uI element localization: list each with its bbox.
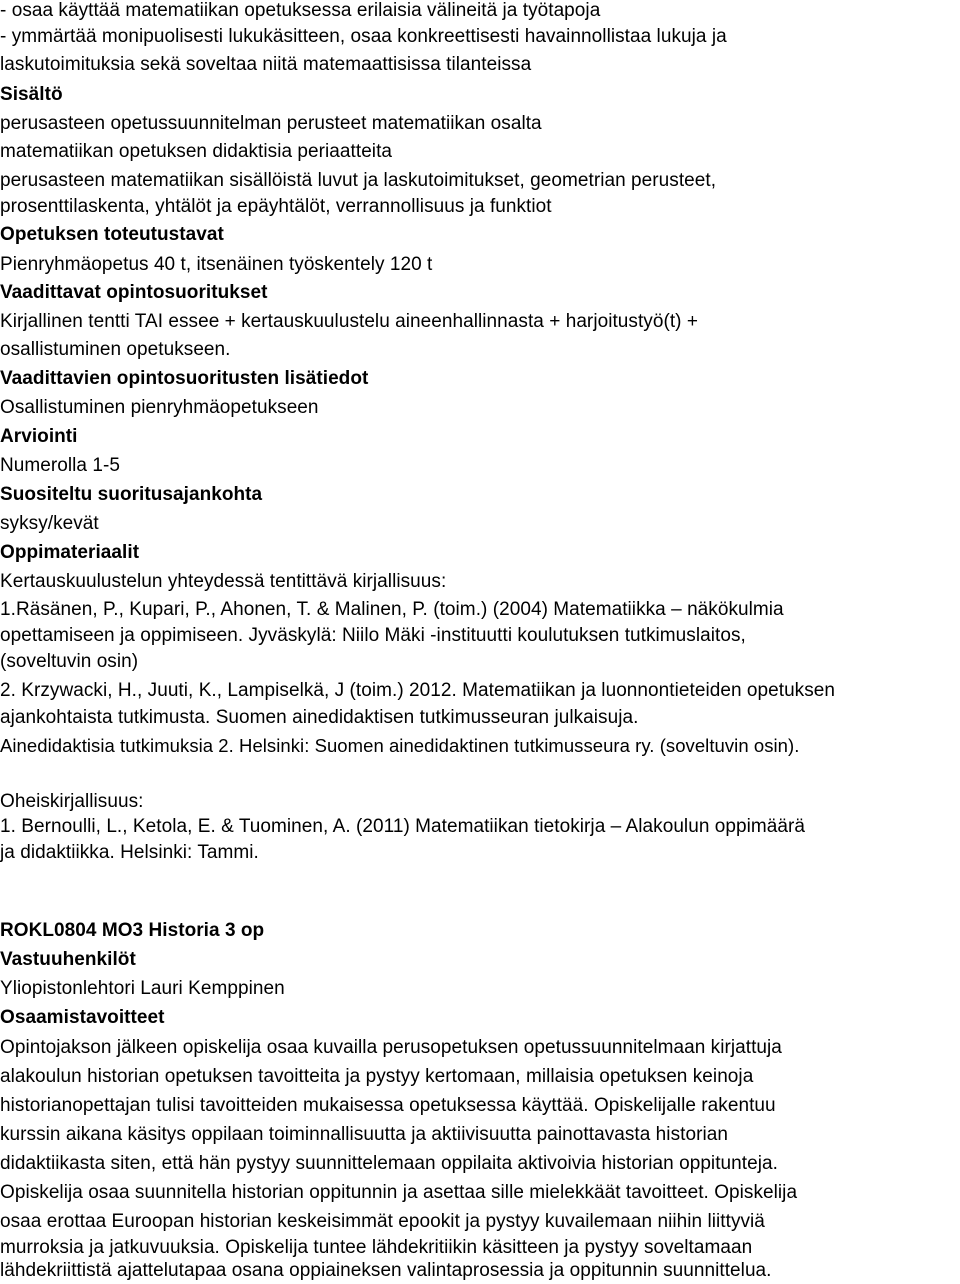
heading-suositeltu-suoritusajankohta: Suositeltu suoritusajankohta (0, 484, 263, 505)
content-line-2: matematiikan opetuksen didaktisia periaatteita (0, 141, 393, 162)
recommended-timing-text: syksy/kevät (0, 513, 99, 534)
materials-intro: Kertauskuulustelun yhteydessä tentittävä kirjallisuus: (0, 571, 447, 592)
content-line-3: perusasteen matematiikan sisällöistä luvut ja laskutoimitukset, geometrian perusteet, (0, 170, 717, 191)
heading-arviointi: Arviointi (0, 426, 78, 447)
heading-vastuuhenkilot: Vastuuhenkilöt (0, 949, 136, 970)
heading-lisatiedot: Vaadittavien opintosuoritusten lisätiedot (0, 368, 369, 389)
requirements-line-1: Kirjallinen tentti TAI essee + kertauskuulustelu aineenhallinnasta + harjoitustyö(t) + (0, 311, 699, 332)
learning-outcomes-line-8: murroksia ja jatkuvuuksia. Opiskelija tuntee lähdekritiikin käsitteen ja pystyy soveltamaan (0, 1237, 753, 1258)
responsible-person: Yliopistonlehtori Lauri Kemppinen (0, 978, 285, 999)
heading-vaadittavat-opintosuoritukset: Vaadittavat opintosuoritukset (0, 282, 268, 303)
reference-1-line-1: 1.Räsänen, P., Kupari, P., Ahonen, T. & Malinen, P. (toim.) (2004) Matematiikka – näkökulmia (0, 599, 784, 620)
heading-opetuksen-toteutustavat: Opetuksen toteutustavat (0, 224, 224, 245)
reference-2-line-1: 2. Krzywacki, H., Juuti, K., Lampiselkä, J (toim.) 2012. Matematiikan ja luonnontieteiden opetuksen (0, 680, 836, 701)
learning-outcomes-line-7: osaa erottaa Euroopan historian keskeisimmät epookit ja pystyy kuvailemaan niihin liittyviä (0, 1211, 765, 1232)
heading-sisalto: Sisältö (0, 84, 63, 105)
teaching-methods-text: Pienryhmäopetus 40 t, itsenäinen työskentely 120 t (0, 254, 433, 275)
heading-oppimateriaalit: Oppimateriaalit (0, 542, 140, 563)
content-line-1: perusasteen opetussuunnitelman perusteet matematiikan osalta (0, 113, 542, 134)
supplementary-reference-line-1: 1. Bernoulli, L., Ketola, E. & Tuominen, A. (2011) Matematiikan tietokirja – Alakoulun oppimäärä (0, 816, 805, 837)
supplementary-reference-line-2: ja didaktiikka. Helsinki: Tammi. (0, 842, 259, 863)
supplementary-heading: Oheiskirjallisuus: (0, 791, 144, 812)
learning-outcomes-line-3: historianopettajan tulisi tavoitteiden mukaisessa opetuksessa käyttää. Opiskelijalle rakentuu (0, 1095, 776, 1116)
grading-text: Numerolla 1-5 (0, 455, 120, 476)
objective-line-2: - ymmärtää monipuolisesti lukukäsitteen, osaa konkreettisesti havainnollistaa lukuja ja (0, 26, 727, 47)
requirements-line-2: osallistuminen opetukseen. (0, 339, 231, 360)
reference-2-line-2: ajankohtaista tutkimusta. Suomen ainedidaktisen tutkimusseuran julkaisuja. (0, 707, 639, 728)
objective-line-3: laskutoimituksia sekä soveltaa niitä matemaattisissa tilanteissa (0, 54, 532, 75)
reference-1-line-3: (soveltuvin osin) (0, 651, 139, 672)
learning-outcomes-line-6: Opiskelija osaa suunnitella historian oppitunnin ja asettaa sille mielekkäät tavoitteet. Opiskelija (0, 1182, 798, 1203)
reference-1-line-2: opettamiseen ja oppimiseen. Jyväskylä: Niilo Mäki -instituutti koulutuksen tutkimuslaitos, (0, 625, 746, 646)
objective-line-1: - osaa käyttää matematiikan opetuksessa erilaisia välineitä ja työtapoja (0, 0, 601, 21)
additional-info-text: Osallistuminen pienryhmäopetukseen (0, 397, 319, 418)
learning-outcomes-line-9: lähdekriittistä ajattelutapaa osana oppiaineksen valintaprosessia ja oppitunnin suunnittelua. (0, 1260, 772, 1281)
reference-2-line-3: Ainedidaktisia tutkimuksia 2. Helsinki: Suomen ainedidaktinen tutkimusseura ry. (soveltuvin osin). (0, 735, 800, 756)
content-line-4: prosenttilaskenta, yhtälöt ja epäyhtälöt, verrannollisuus ja funktiot (0, 196, 552, 217)
learning-outcomes-line-1: Opintojakson jälkeen opiskelija osaa kuvailla perusopetuksen opetussuunnitelmaan kirjattuja (0, 1037, 782, 1058)
heading-osaamistavoitteet: Osaamistavoitteet (0, 1007, 165, 1028)
learning-outcomes-line-5: didaktiikasta siten, että hän pystyy suunnittelemaan oppilaita aktivoivia historian oppitunteja. (0, 1153, 778, 1174)
learning-outcomes-line-4: kurssin aikana käsitys oppilaan toiminnallisuutta ja aktiivisuutta painottavasta historian (0, 1124, 728, 1145)
learning-outcomes-line-2: alakoulun historian opetuksen tavoitteita ja pystyy kertomaan, millaisia opetuksen keinoja (0, 1066, 754, 1087)
course-title: ROKL0804 MO3 Historia 3 op (0, 920, 265, 941)
